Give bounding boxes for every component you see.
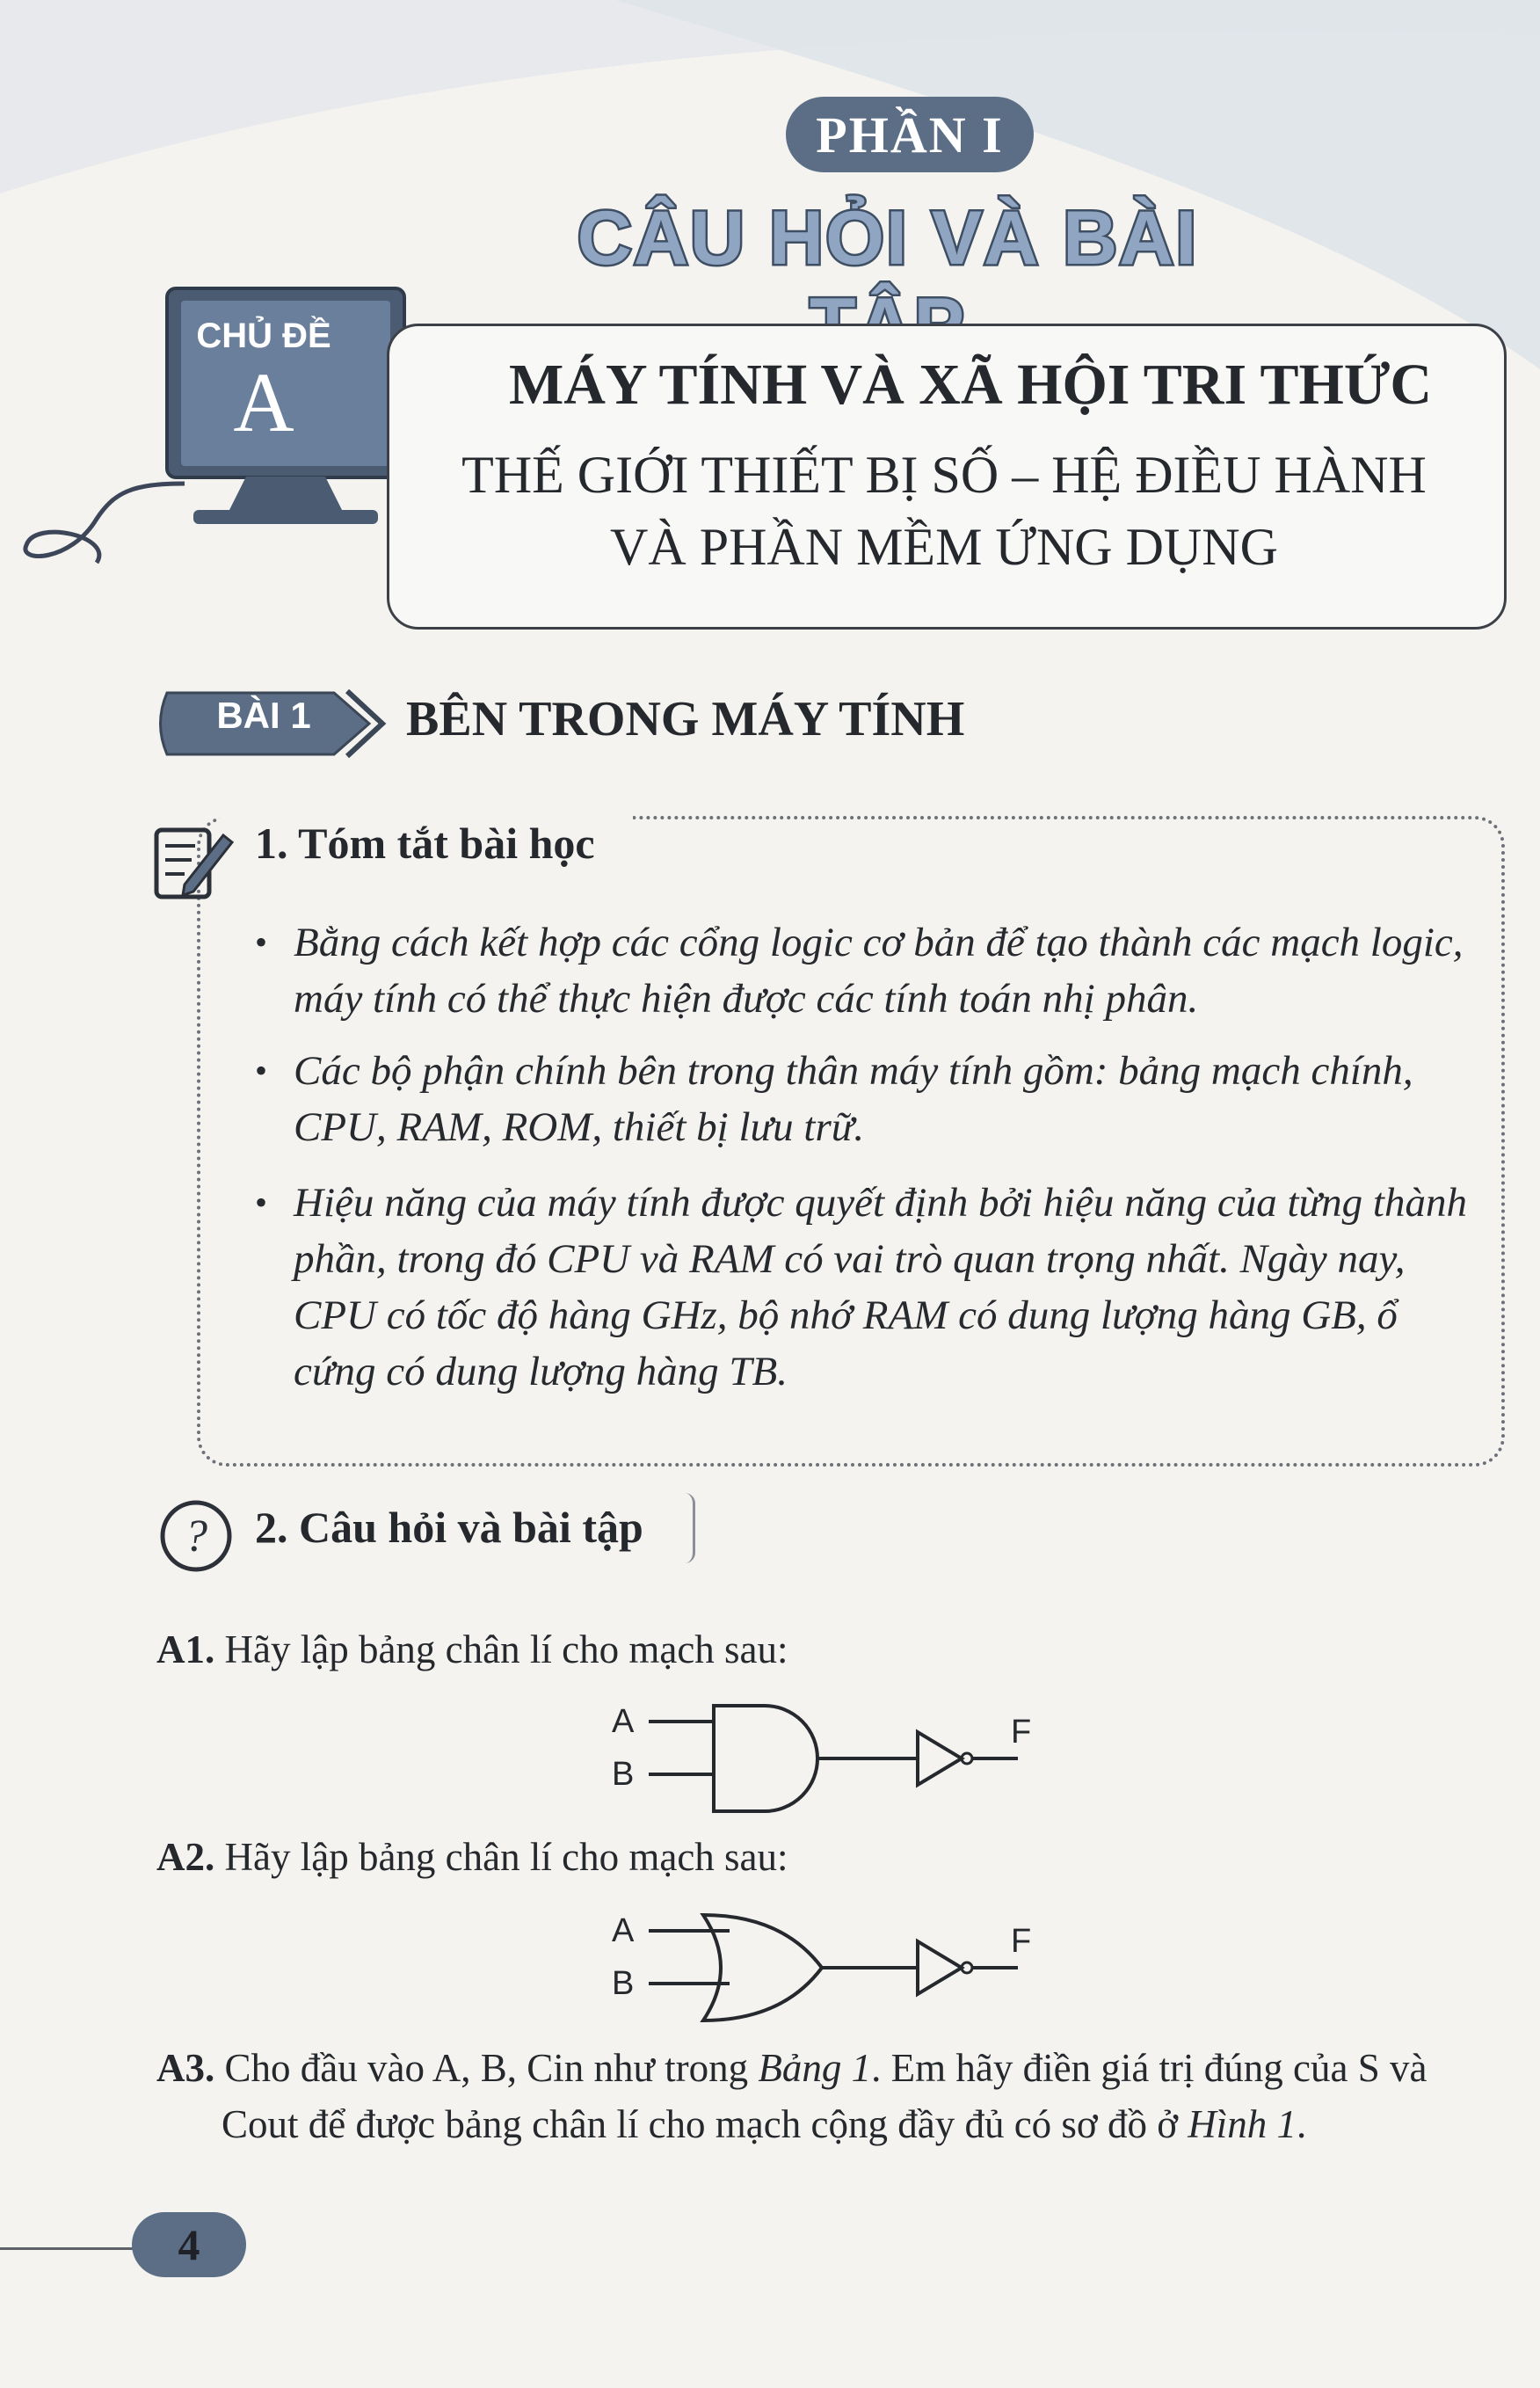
question-text: Hãy lập bảng chân lí cho mạch sau: bbox=[224, 1627, 788, 1671]
bullet-text: Hiệu năng của máy tính được quyết định bởi hiệu năng của từng thành phần, trong đó CPU và RAM có vai trò quan trọng nhất. Ngày nay, CPU có tốc độ hàng GHz, bộ nhớ RAM có dung lượng hàng GB, ổ cứng có dung lượng hàng TB. bbox=[294, 1180, 1467, 1394]
circuit-input-label: A bbox=[612, 1703, 635, 1740]
chapter-subtitle-line2: VÀ PHẦN MỀM ỨNG DỤNG bbox=[610, 518, 1278, 576]
summary-bullet bbox=[255, 914, 1468, 1027]
circuit-input-label: B bbox=[612, 1756, 635, 1793]
question-text-line2 bbox=[156, 2096, 1501, 2152]
question-text: Cout để được bảng chân lí cho mạch cộng đầy đủ có sơ đồ ở bbox=[222, 2102, 1188, 2146]
page-number: 4 bbox=[132, 2212, 246, 2277]
lesson-title: BÊN TRONG MÁY TÍNH bbox=[406, 692, 965, 746]
circuit-output-label: F bbox=[1011, 1923, 1032, 1960]
summary-heading: 1. Tóm tắt bài học bbox=[255, 819, 595, 868]
question-number: A1. bbox=[156, 1627, 215, 1671]
question-text: . bbox=[1297, 2102, 1307, 2146]
circuit-input-label: A bbox=[612, 1912, 635, 1949]
question-a2 bbox=[156, 1834, 788, 1880]
summary-bullet bbox=[255, 1043, 1468, 1155]
bullet-dot: • bbox=[255, 1183, 268, 1222]
circuit-output-label: F bbox=[1011, 1714, 1032, 1751]
question-number: A2. bbox=[156, 1835, 215, 1879]
bullet-dot: • bbox=[255, 1051, 268, 1090]
questions-heading: 2. Câu hỏi và bài tập bbox=[255, 1503, 643, 1552]
topic-letter: A bbox=[233, 355, 294, 449]
not-gate-icon bbox=[918, 1732, 962, 1785]
and-gate-icon bbox=[714, 1706, 817, 1811]
question-text: Cho đầu vào A, B, Cin như trong bbox=[224, 2046, 759, 2090]
summary-bullet bbox=[255, 1175, 1468, 1400]
table-reference: Bảng 1 bbox=[758, 2046, 872, 2090]
topic-label: CHỦ ĐỀ bbox=[196, 317, 331, 355]
question-text: Hãy lập bảng chân lí cho mạch sau: bbox=[224, 1835, 788, 1879]
circuit-and-not bbox=[607, 1697, 1081, 1820]
chapter-title: MÁY TÍNH VÀ XÃ HỘI TRI THỨC bbox=[508, 353, 1433, 417]
question-icon bbox=[156, 1496, 236, 1576]
circuit-input-label: B bbox=[612, 1965, 635, 2002]
circuit-or-not bbox=[607, 1906, 1081, 2029]
lesson-label: BÀI 1 bbox=[216, 695, 311, 736]
not-gate-icon bbox=[918, 1941, 962, 1994]
bullet-dot: • bbox=[255, 922, 268, 962]
chapter-subtitle-line1: THẾ GIỚI THIẾT BỊ SỐ – HỆ ĐIỀU HÀNH bbox=[461, 446, 1427, 504]
question-a1 bbox=[156, 1627, 788, 1672]
question-a3 bbox=[156, 2040, 1501, 2152]
notepad-icon bbox=[149, 819, 237, 907]
svg-text:?: ? bbox=[185, 1511, 207, 1562]
section-title: CÂU HỎI VÀ BÀI bbox=[577, 196, 1199, 280]
bullet-text: Bằng cách kết hợp các cổng logic cơ bản để tạo thành các mạch logic, máy tính có thể thực hiện được các tính toán nhị phân. bbox=[294, 920, 1464, 1022]
bullet-text: Các bộ phận chính bên trong thân máy tính gồm: bảng mạch chính, CPU, RAM, ROM, thiết bị lưu trữ. bbox=[294, 1048, 1413, 1150]
part-label: PHẦN I bbox=[786, 97, 1034, 172]
figure-reference: Hình 1 bbox=[1188, 2102, 1297, 2146]
question-number: A3. bbox=[156, 2046, 215, 2090]
question-text: . Em hãy điền giá trị đúng của S và bbox=[871, 2046, 1427, 2090]
